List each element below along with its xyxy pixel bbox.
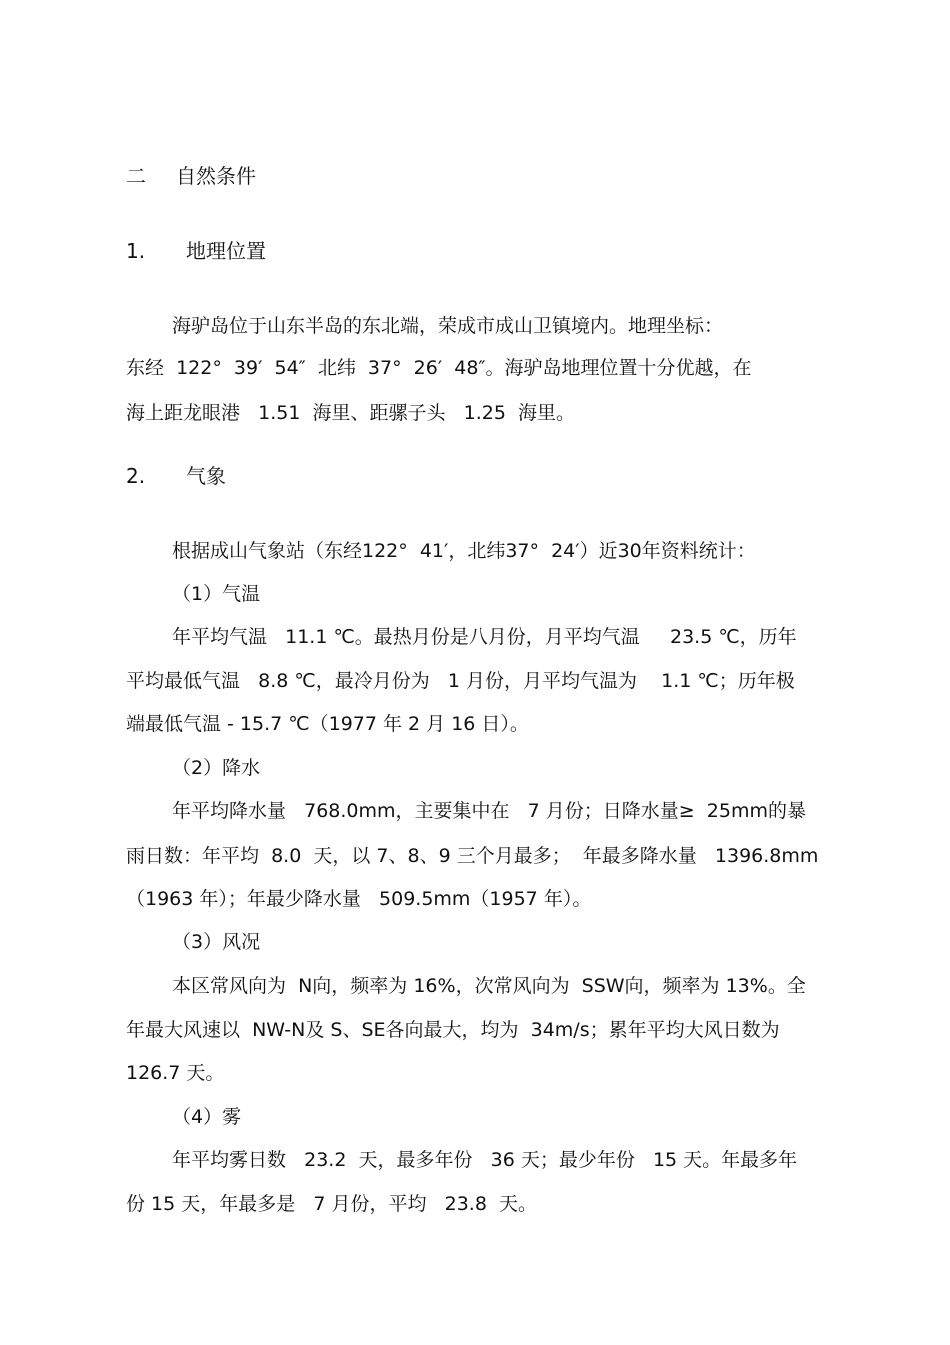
- paragraph-line: 海驴岛位于山东半岛的东北端，荣成市成山卫镇境内。地理坐标：: [172, 315, 724, 337]
- paragraph-line: 年最大风速以 NW-N及 S、SE各向最大，均为 34m/s；累年平均大风日数为: [126, 1019, 780, 1041]
- paragraph-line: 平均最低气温 8.8 ℃，最冷月份为 1 月份，月平均气温为 1.1 ℃；历年极: [126, 670, 795, 692]
- subsection-title: 气象: [186, 464, 226, 488]
- paragraph-line: 年平均降水量 768.0mm，主要集中在 7 月份；日降水量≥ 25mm的暴: [172, 800, 806, 822]
- item-heading: （3）风况: [172, 931, 261, 953]
- paragraph-line: 份 15 天，年最多是 7 月份，平均 23.8 天。: [126, 1193, 538, 1215]
- subsection-number: 1.: [126, 239, 146, 263]
- section-title: 自然条件: [176, 164, 256, 188]
- paragraph-line: 年平均雾日数 23.2 天，最多年份 36 天；最少年份 15 天。年最多年: [172, 1149, 798, 1171]
- paragraph-line: 年平均气温 11.1 ℃。最热月份是八月份，月平均气温 23.5 ℃，历年: [172, 626, 797, 648]
- item-heading: （1）气温: [172, 583, 261, 605]
- paragraph-line: （1963 年）；年最少降水量 509.5mm（1957 年）。: [126, 888, 592, 910]
- paragraph-line: 东经 122° 39′ 54″ 北纬 37° 26′ 48″。海驴岛地理位置十分优越，在: [126, 357, 752, 379]
- paragraph-line: 端最低气温 - 15.7 ℃（1977 年 2 月 16 日）。: [126, 713, 529, 735]
- paragraph-line: 雨日数：年平均 8.0 天，以 7、8、9 三个月最多； 年最多降水量 1396.8mm: [126, 845, 819, 867]
- subsection-number: 2.: [126, 464, 146, 488]
- paragraph-line: 本区常风向为 N向，频率为 16%，次常风向为 SSW向，频率为 13%。全: [172, 975, 806, 997]
- subsection-title: 地理位置: [186, 239, 266, 263]
- item-heading: （4）雾: [172, 1106, 242, 1128]
- paragraph-line: 海上距龙眼港 1.51 海里、距骡子头 1.25 海里。: [126, 402, 576, 424]
- item-heading: （2）降水: [172, 757, 261, 779]
- paragraph-line: 126.7 天。: [126, 1062, 225, 1084]
- section-number: 二: [126, 164, 146, 188]
- paragraph-line: 根据成山气象站（东经122° 41′，北纬37° 24′）近30年资料统计：: [172, 540, 756, 562]
